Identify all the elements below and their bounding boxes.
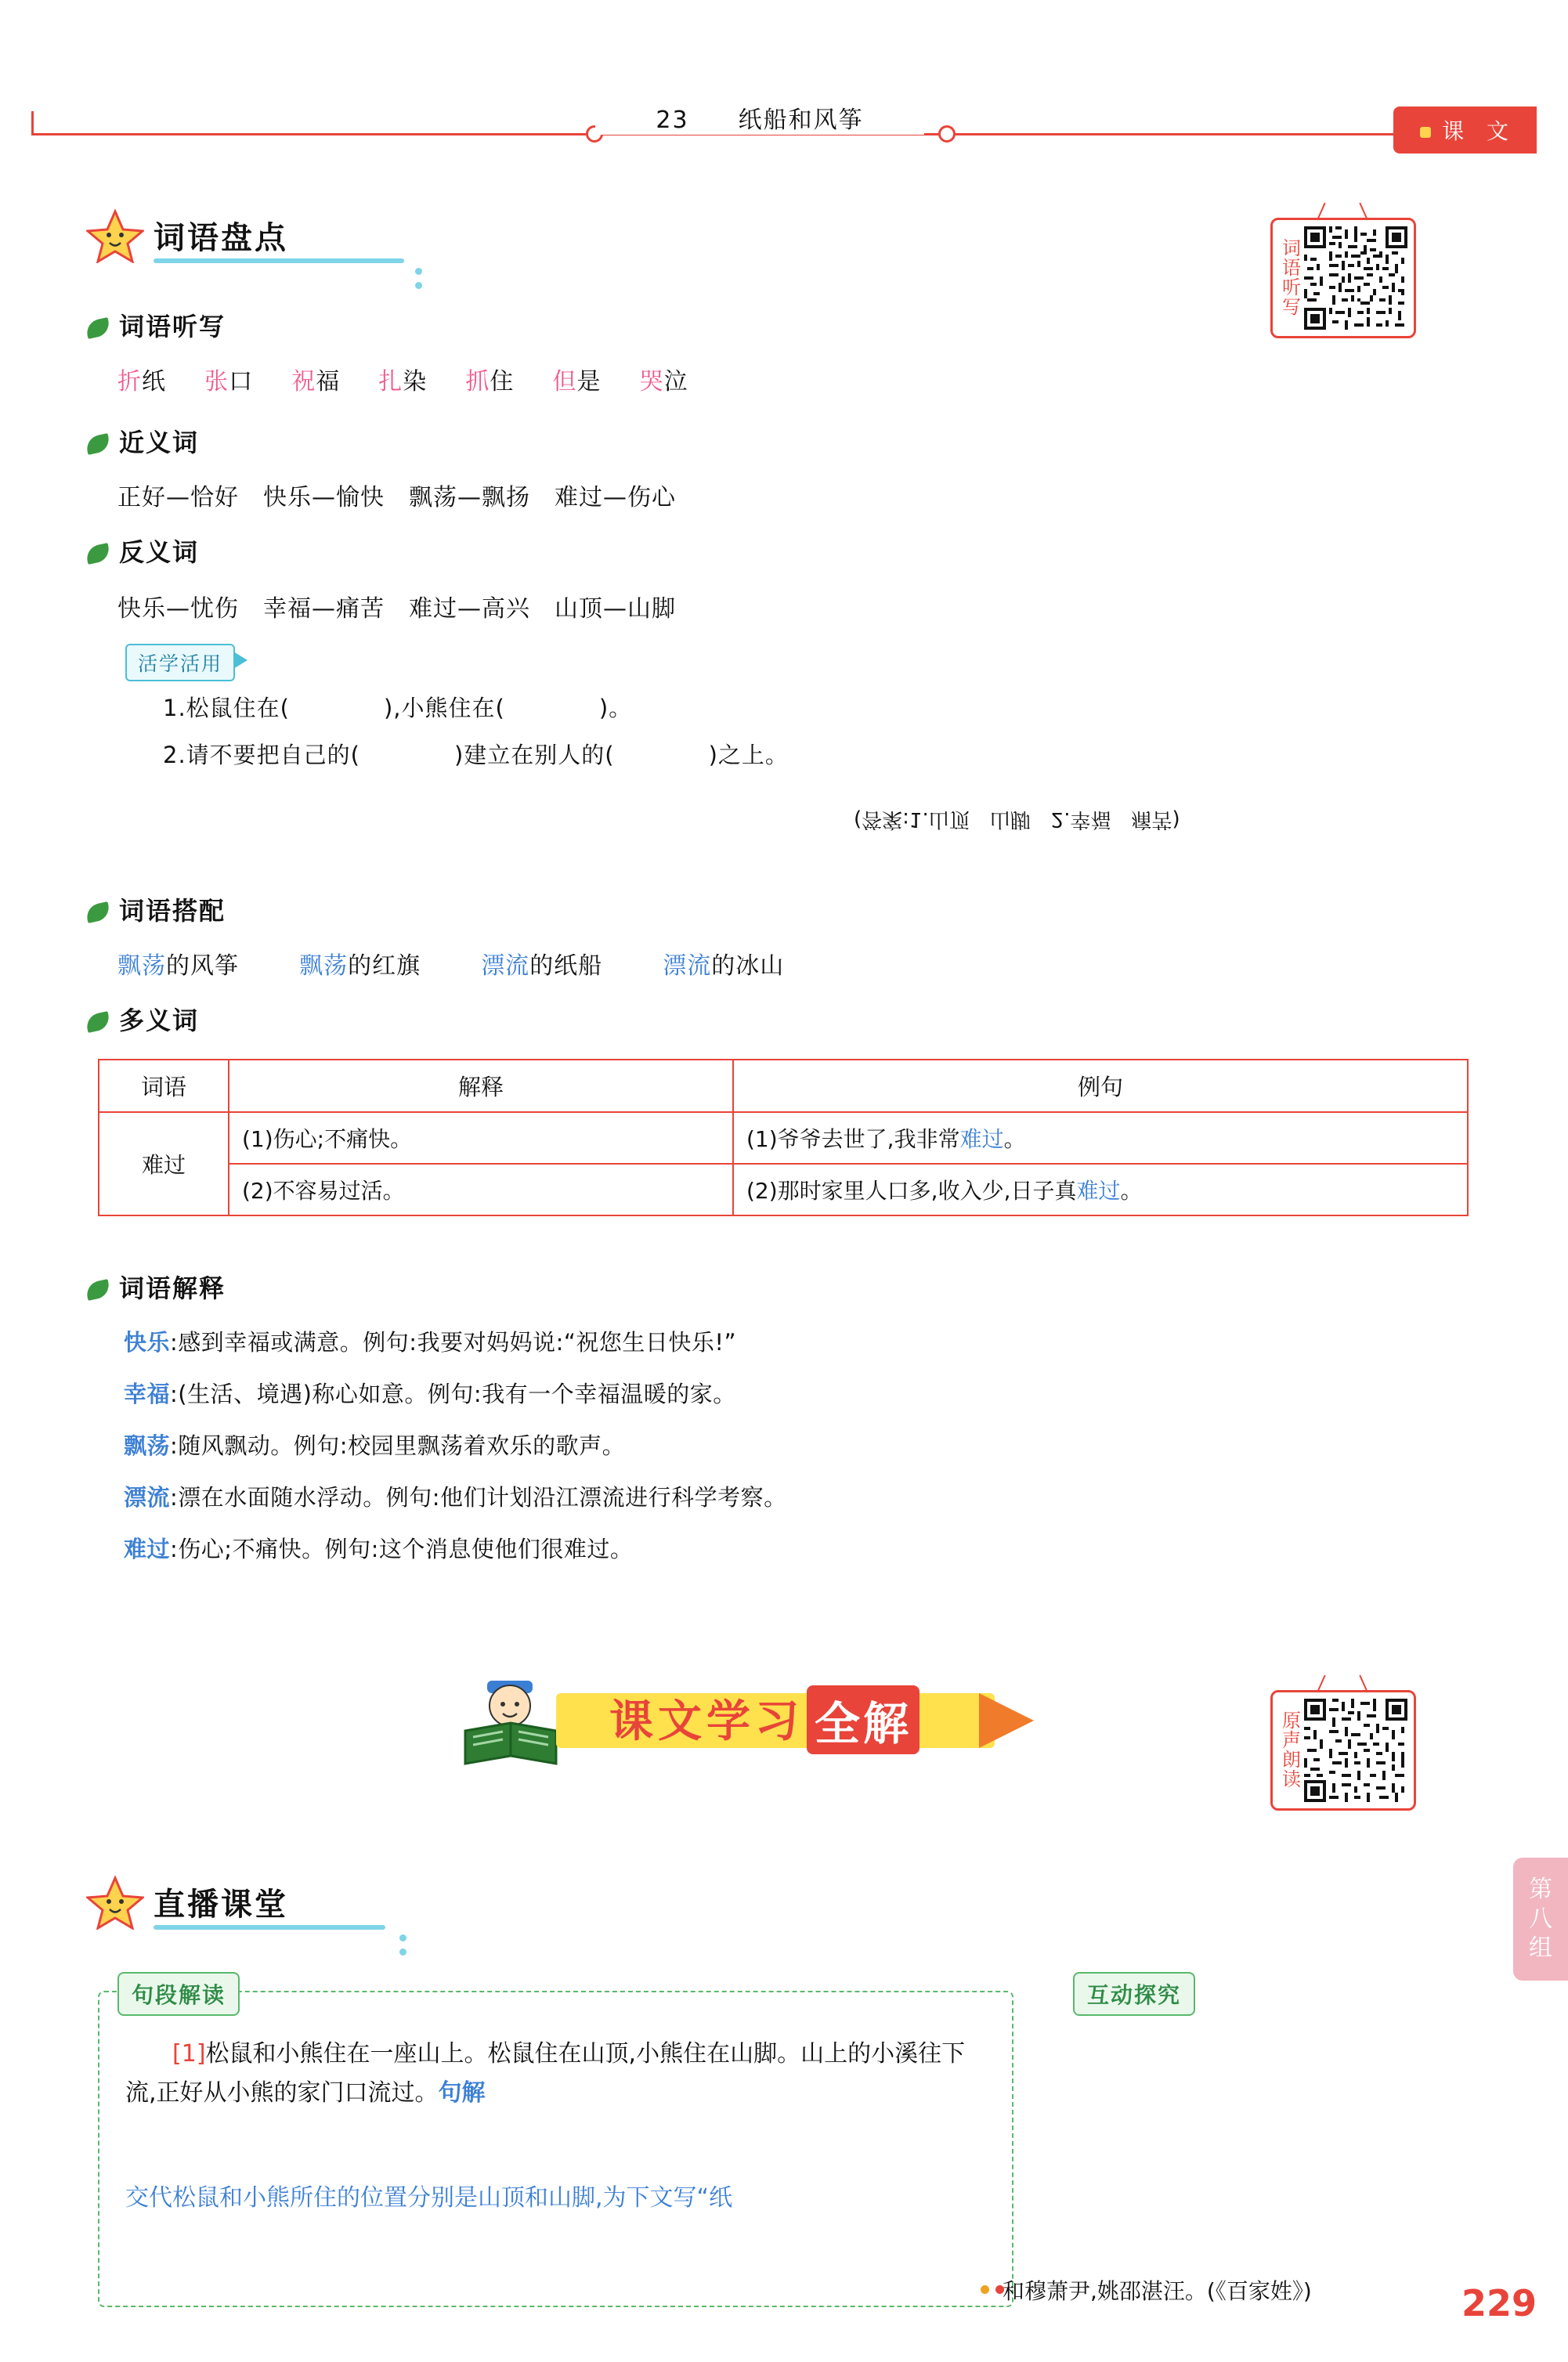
tab-square-icon — [1420, 127, 1431, 138]
leaf-bullet-icon — [85, 317, 111, 339]
collocation-hl: 飘荡 — [117, 952, 166, 980]
practice-question-1: 1.松鼠住在( ),小熊住在( )。 — [163, 695, 633, 721]
explanation-item: 快乐:感到幸福或满意。例句:我要对妈妈说:“祝您生日快乐!” — [124, 1329, 737, 1356]
qr-antenna-right-icon — [1359, 203, 1368, 221]
heading-underline — [154, 258, 404, 263]
banner-text-right: 全解 — [807, 1685, 919, 1754]
section-heading-vocab-label: 词语盘点 — [154, 220, 288, 256]
dictation-rest: 福 — [316, 368, 341, 395]
passage-note: 交代松鼠和小熊所住的位置分别是山顶和山脚,为下文写“纸 — [125, 2184, 733, 2212]
subheading-collocation-label: 词语搭配 — [119, 896, 226, 926]
label-passage-reading: 句段解读 — [117, 1972, 240, 2016]
dictation-rest: 住 — [490, 368, 515, 395]
collocation-hl: 漂流 — [663, 952, 712, 980]
explanation-text: 漂在水面随水浮动。例句:他们计划沿江漂流进行科学考察。 — [178, 1484, 787, 1511]
explanation-item: 漂流:漂在水面随水浮动。例句:他们计划沿江漂流进行科学考察。 — [124, 1484, 787, 1511]
dictation-rest: 是 — [576, 368, 602, 395]
reading-boy-icon — [454, 1676, 572, 1768]
collocation-rest: 的冰山 — [711, 952, 785, 980]
star-icon — [86, 1875, 144, 1930]
example-highlight: 难过 — [1076, 1178, 1121, 1204]
dictation-hl: 张 — [204, 368, 229, 395]
example-highlight: 难过 — [959, 1126, 1004, 1152]
dictation-items — [117, 362, 688, 396]
explanation-word: 漂流 — [124, 1484, 171, 1511]
polysemy-example — [733, 1164, 1468, 1215]
header-dot-right — [938, 125, 956, 143]
star-icon — [86, 208, 144, 263]
section-tab-label: 课 文 — [1442, 118, 1516, 144]
page-title — [595, 100, 924, 135]
subheading-explanations — [86, 1269, 226, 1305]
banner-text-left: 课文学习 — [609, 1696, 804, 1747]
section-tab — [1393, 107, 1537, 153]
subheading-synonyms-label: 近义词 — [119, 428, 200, 457]
explanation-text: 随风飘动。例句:校园里飘荡着欢乐的歌声。 — [178, 1432, 626, 1459]
polysemy-table — [98, 1059, 1469, 1216]
synonyms-line: 正好—恰好 快乐—愉快 飘荡—飘扬 难过—伤心 — [117, 484, 676, 511]
subheading-polysemy — [86, 1001, 199, 1037]
dictation-hl: 但 — [552, 368, 577, 395]
collocation-rest: 的纸船 — [529, 952, 603, 980]
paragraph-marker: 1 — [181, 2040, 197, 2068]
example-post: 。 — [1003, 1126, 1026, 1152]
qr-antenna-right-icon — [1359, 1675, 1368, 1693]
dictation-hl: 抓 — [465, 368, 490, 395]
example-post: 。 — [1120, 1178, 1143, 1204]
qr-dictation-label: 词语听写 — [1282, 237, 1301, 319]
qr-audio-label: 原声朗读 — [1282, 1709, 1301, 1791]
practice-tag: 活学活用 — [125, 644, 235, 681]
leaf-bullet-icon — [85, 433, 111, 455]
table-row — [99, 1112, 1468, 1164]
column-header-word: 词语 — [99, 1060, 229, 1112]
section-heading-live-label: 直播课堂 — [154, 1887, 288, 1923]
example-pre: (2)那时家里人口多,收入少,日子真 — [746, 1178, 1077, 1204]
dictation-hl: 哭 — [639, 368, 664, 395]
banner-course-study — [439, 1676, 1050, 1778]
explanation-item: 难过:伤心;不痛快。例句:这个消息使他们很难过。 — [124, 1536, 634, 1562]
collocation-items — [117, 946, 784, 981]
collocation-hl: 漂流 — [481, 952, 530, 980]
table-header-row — [99, 1060, 1468, 1112]
subheading-antonyms — [86, 533, 199, 569]
qr-code-icon — [1304, 226, 1407, 330]
dictation-rest: 口 — [229, 368, 254, 395]
collocation-rest: 的风筝 — [166, 952, 239, 980]
practice-answer: (答案:1.山顶 山脚 2.幸福 痛苦) — [854, 807, 1180, 831]
leaf-bullet-icon — [85, 1279, 111, 1301]
qr-dictation[interactable] — [1270, 218, 1416, 338]
passage-paragraph: [1]松鼠和小熊住在一座山上。松鼠住在山顶,小熊住在山脚。山上的小溪往下流,正好从小熊的家门口流过。句解 — [125, 2040, 966, 2107]
subheading-explanations-label: 词语解释 — [119, 1273, 226, 1303]
collocation-rest: 的红旗 — [348, 952, 421, 980]
explanation-word: 快乐 — [124, 1329, 171, 1356]
qr-code-icon — [1304, 1699, 1407, 1802]
dictation-rest: 染 — [403, 368, 428, 395]
polysemy-definition: (2)不容易过活。 — [229, 1164, 733, 1215]
qr-antenna-left-icon — [1317, 203, 1326, 221]
explanation-text: (生活、境遇)称心如意。例句:我有一个幸福温暖的家。 — [178, 1381, 736, 1407]
banner-arrow-icon — [979, 1693, 1034, 1748]
page-number: 229 — [1461, 2282, 1537, 2324]
column-header-definition: 解释 — [229, 1060, 733, 1112]
dictation-rest: 泣 — [663, 368, 688, 395]
explanation-text: 感到幸福或满意。例句:我要对妈妈说:“祝您生日快乐!” — [178, 1329, 737, 1356]
heading-dots — [415, 265, 428, 293]
chapter-number: 23 — [656, 107, 689, 134]
dictation-hl: 祝 — [291, 368, 316, 395]
explanation-text: 伤心;不痛快。例句:这个消息使他们很难过。 — [178, 1536, 634, 1562]
chapter-title: 纸船和风筝 — [738, 107, 864, 134]
qr-antenna-left-icon — [1317, 1675, 1326, 1693]
footer-text: 和穆萧尹,姚邵湛汪。(《百家姓》) — [1003, 2278, 1312, 2304]
label-interactive-inquiry[interactable]: 互动探究 — [1073, 1972, 1195, 2016]
practice-question-2: 2.请不要把自己的( )建立在别人的( )之上。 — [163, 742, 789, 768]
leaf-bullet-icon — [85, 901, 111, 923]
group-tab: 第八组 — [1513, 1858, 1568, 1981]
explanation-item: 飘荡:随风飘动。例句:校园里飘荡着欢乐的歌声。 — [124, 1432, 626, 1459]
example-pre: (1)爷爷去世了,我非常 — [746, 1126, 960, 1152]
explanation-word: 幸福 — [124, 1381, 171, 1407]
qr-audio-reading[interactable] — [1270, 1690, 1416, 1811]
polysemy-definition: (1)伤心;不痛快。 — [229, 1112, 733, 1164]
leaf-bullet-icon — [85, 1011, 111, 1033]
subheading-dictation — [86, 307, 226, 343]
subheading-polysemy-label: 多义词 — [119, 1006, 200, 1035]
dictation-hl: 折 — [117, 368, 142, 395]
subheading-synonyms — [86, 423, 199, 459]
explanation-item: 幸福:(生活、境遇)称心如意。例句:我有一个幸福温暖的家。 — [124, 1381, 736, 1407]
explanation-word: 难过 — [124, 1536, 171, 1562]
antonyms-line: 快乐—忧伤 幸福—痛苦 难过—高兴 山顶—山脚 — [117, 595, 676, 623]
collocation-hl: 飘荡 — [299, 952, 349, 980]
explanation-word: 飘荡 — [124, 1432, 171, 1459]
polysemy-example — [733, 1112, 1468, 1164]
dictation-hl: 扎 — [378, 368, 403, 395]
heading-dots — [399, 1931, 413, 1959]
heading-underline — [154, 1925, 385, 1930]
table-row — [99, 1164, 1468, 1215]
column-header-example: 例句 — [733, 1060, 1468, 1112]
subheading-collocation — [86, 891, 226, 927]
subheading-dictation-label: 词语听写 — [119, 312, 226, 341]
leaf-bullet-icon — [85, 543, 111, 565]
subheading-antonyms-label: 反义词 — [119, 537, 200, 567]
polysemy-word: 难过 — [99, 1112, 229, 1215]
paragraph-tag: 句解 — [438, 2078, 486, 2107]
dictation-rest: 纸 — [142, 368, 166, 395]
paragraph-text: 松鼠和小熊住在一座山上。松鼠住在山顶,小熊住在山脚。山上的小溪往下流,正好从小熊的家门口流过。 — [125, 2040, 966, 2107]
